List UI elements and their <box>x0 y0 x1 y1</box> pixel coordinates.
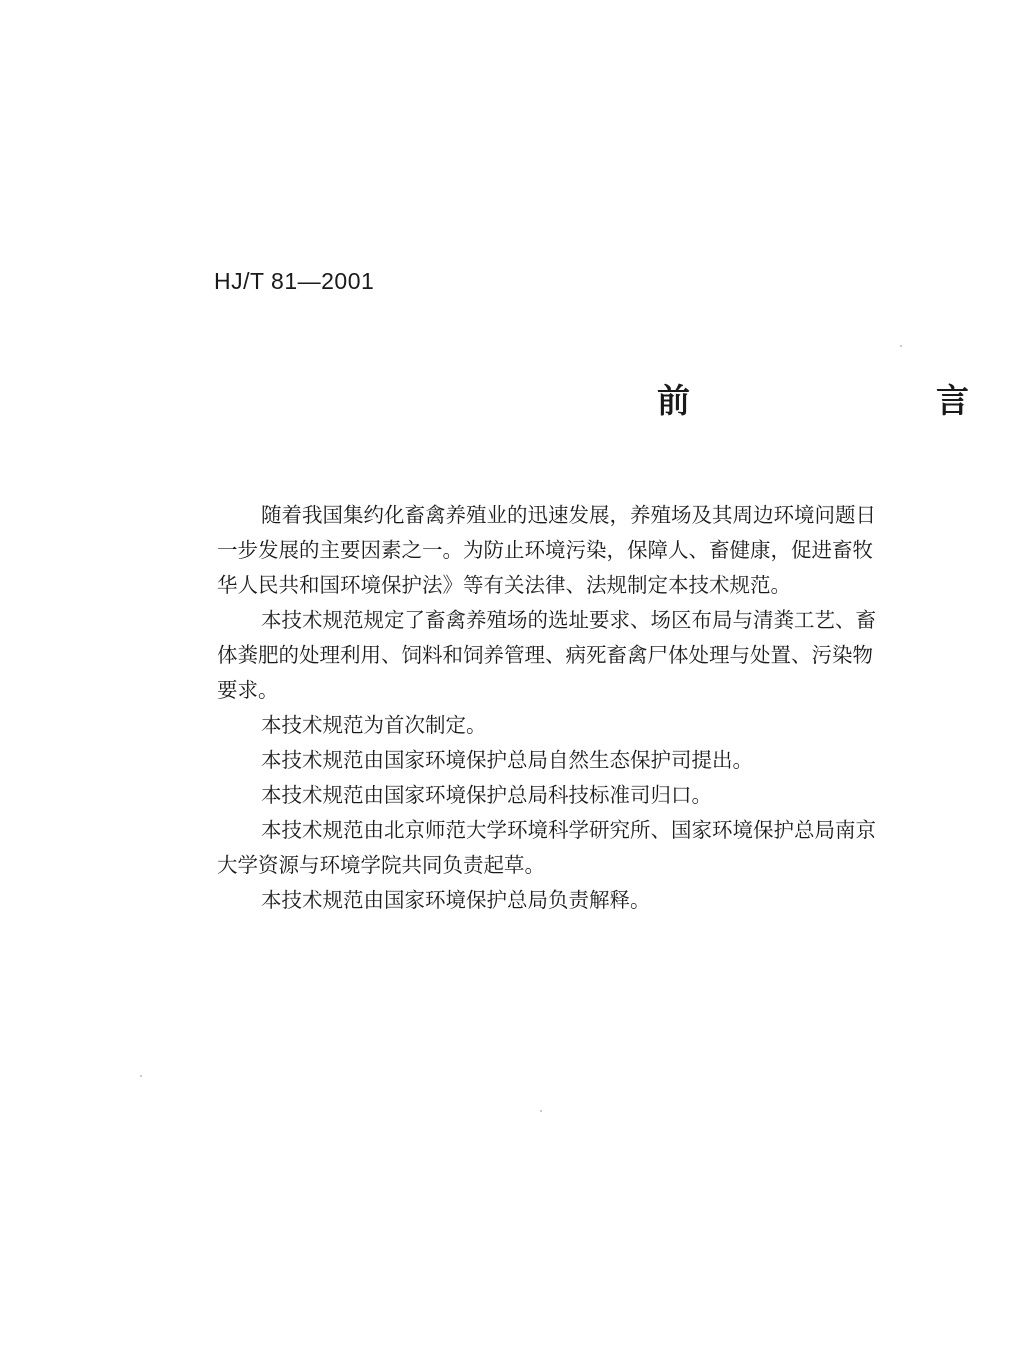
paragraph-5 <box>217 778 977 813</box>
paragraph-line: 本技术规范为首次制定。 <box>261 713 487 737</box>
page-title: 前 言 <box>657 381 1029 420</box>
paragraph-1 <box>217 498 977 603</box>
paragraph-line: 本技术规范由国家环境保护总局科技标准司归口。 <box>261 783 712 807</box>
paragraph-line: 本技术规范规定了畜禽养殖场的选址要求、场区布局与清粪工艺、畜 <box>261 608 876 632</box>
paragraph-line: 本技术规范由国家环境保护总局负责解释。 <box>261 888 651 912</box>
scan-speck <box>900 345 902 347</box>
paragraph-7 <box>217 883 977 918</box>
document-body <box>217 498 977 918</box>
paragraph-line: 本技术规范由北京师范大学环境科学研究所、国家环境保护总局南京 <box>261 818 876 842</box>
paragraph-line: 要求。 <box>217 678 279 702</box>
paragraph-2 <box>217 603 977 708</box>
paragraph-line: 体粪肥的处理利用、饲料和饲养管理、病死畜禽尸体处理与处置、污染物 <box>217 643 873 667</box>
paragraph-line: 一步发展的主要因素之一。为防止环境污染，保障人、畜健康，促进畜牧 <box>217 538 873 562</box>
paragraph-line: 华人民共和国环境保护法》等有关法律、法规制定本技术规范。 <box>217 573 791 597</box>
scan-speck <box>540 1110 542 1112</box>
paragraph-line: 大学资源与环境学院共同负责起草。 <box>217 853 545 877</box>
paragraph-3 <box>217 708 977 743</box>
paragraph-4 <box>217 743 977 778</box>
scan-speck <box>140 1075 142 1077</box>
paragraph-line: 随着我国集约化畜禽养殖业的迅速发展，养殖场及其周边环境问题日 <box>261 503 876 527</box>
paragraph-line: 本技术规范由国家环境保护总局自然生态保护司提出。 <box>261 748 753 772</box>
standard-code: HJ/T 81—2001 <box>214 268 375 294</box>
paragraph-6 <box>217 813 977 883</box>
